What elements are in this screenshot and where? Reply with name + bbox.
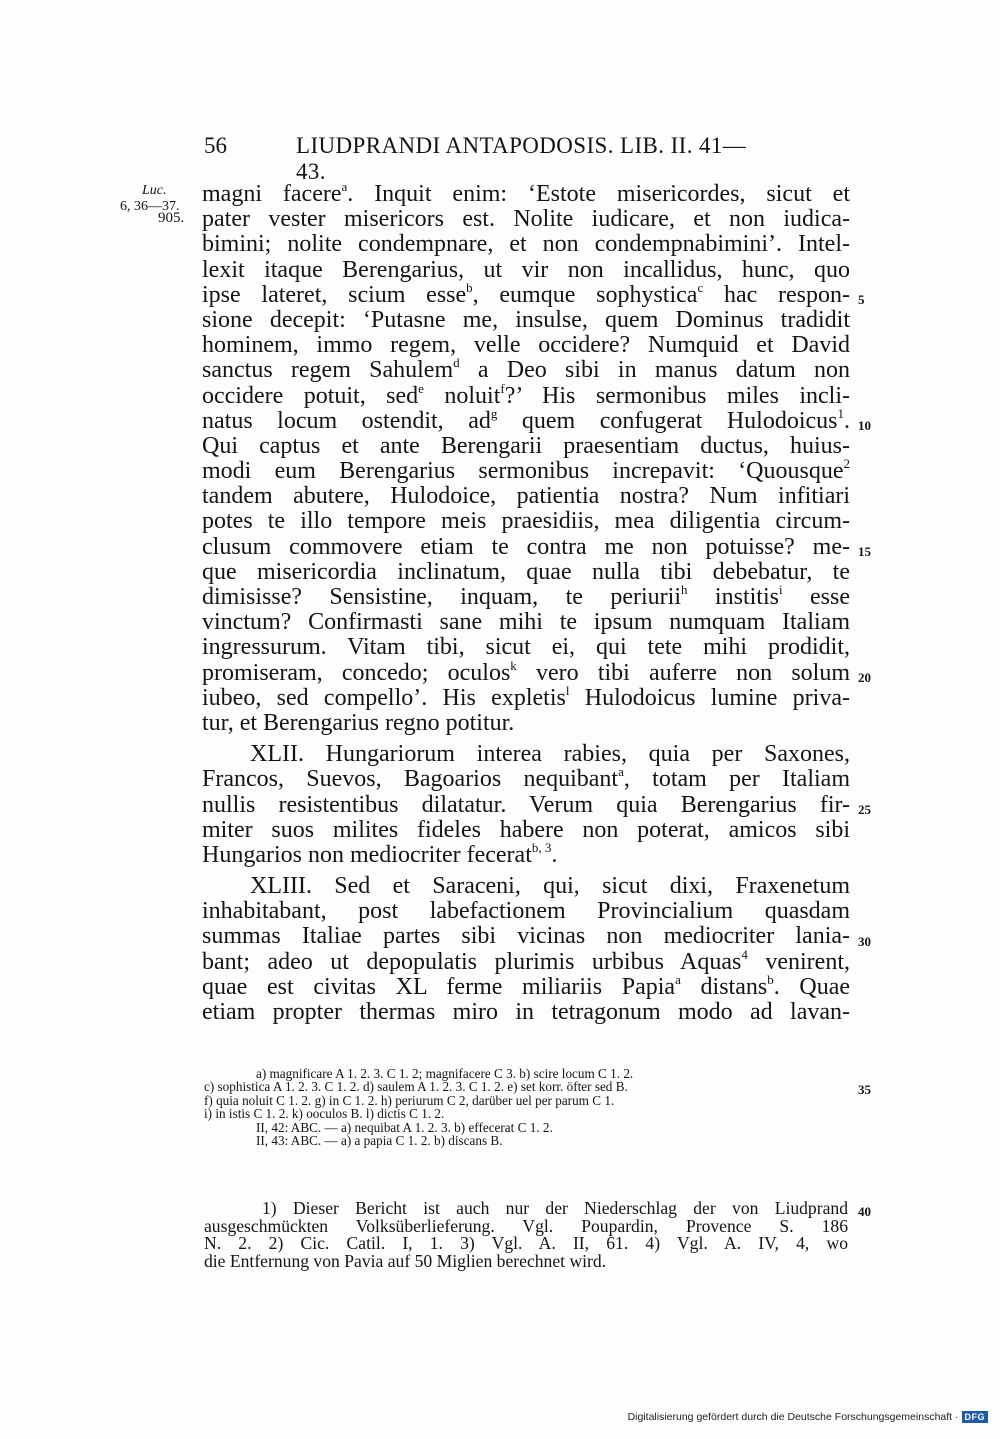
text-line: Francos, Suevos, Bagoarios nequibant$^a$, totam per Italiam: [202, 764, 850, 793]
text-line: ipse lateret, scium esse$^b$, eumque sophystica$^c$ hac respon-: [202, 279, 850, 308]
dfg-logo-icon: DFG: [962, 1411, 989, 1423]
main-text: [202, 179, 851, 1025]
text-line: etiam propter thermas miro in tetragonum modo ad lavan-: [202, 999, 850, 1025]
text-line: occidere potuit, sed$^e$ noluit$^f$?’ His sermonibus miles incli-: [202, 380, 851, 409]
line-number: 35: [858, 1082, 871, 1097]
footnote-line: ausgeschmückten Volksüberlieferung. Vgl. Poupardin, Provence S. 186: [204, 1215, 848, 1236]
text-line: sanctus regem Sahulem$^d$ a Deo sibi in manus datum non: [202, 355, 850, 384]
line-number: 5: [858, 292, 865, 307]
apparatus-line: II, 43: ABC. — a) a papia C 1. 2. b) discans B.: [256, 1133, 503, 1149]
text-line: modi eum Berengarius sermonibus increpavit: ‘Quousque$^2$: [202, 456, 850, 485]
text-line: Hungarios non mediocriter fecerat$^{b, 3}$.: [202, 839, 558, 868]
apparatus-line: c) sophistica A 1. 2. 3. C 1. 2. d) saulem A 1. 2. 3. C 1. 2. e) set korr. öfter sed B.: [204, 1079, 628, 1095]
line-number: 30: [858, 934, 871, 949]
apparatus-line: II, 42: ABC. — a) nequibat A 1. 2. 3. b) effecerat C 1. 2.: [256, 1119, 553, 1135]
page-number: 56: [204, 133, 227, 158]
dfg-notice-text: Digitalisierung gefördert durch die Deutsche Forschungsgemeinschaft ·: [627, 1411, 959, 1423]
line-number: 15: [858, 544, 871, 559]
footnote-line: 1) Dieser Bericht ist auch nur der Niederschlag der von Liudprand: [262, 1198, 848, 1218]
footnote-line: die Entfernung von Pavia auf 50 Miglien berechnet wird.: [204, 1250, 607, 1271]
running-title: LIUDPRANDI ANTAPODOSIS. LIB. II. 41—43.: [296, 133, 747, 184]
margin-bible-reference: Luc. 6, 36—37.: [120, 183, 180, 214]
text-line: promiseram, concedo; oculos$^k$ vero tibi auferre non solum: [202, 657, 850, 686]
text-line: magni facere$^a$. Inquit enim: ‘Estote misericordes, sicut et: [202, 179, 850, 207]
text-line: potes te illo tempore meis praesidiis, mea diligentia circum-: [202, 508, 850, 535]
section-xliii: [202, 874, 850, 1025]
text-line: XLII. Hungariorum interea rabies, quia per Saxones,: [250, 741, 850, 768]
apparatus-line: f) quia noluit C 1. 2. g) in C 1. 2. h) periurum C 2, darüber uel per parum C 1.: [204, 1092, 615, 1108]
line-number: 20: [858, 670, 871, 685]
text-line: Qui captus et ante Berengarii praesentiam ductus, huius-: [202, 432, 850, 459]
dfg-funding-notice: [628, 1411, 988, 1423]
text-line: inhabitabant, post labefactionem Provincialium quasdam: [202, 898, 850, 925]
text-line: miter suos milites fideles habere non poterat, amicos sibi: [202, 816, 850, 843]
text-line: pater vester misericors est. Nolite iudicare, et non iudica-: [202, 206, 850, 233]
text-line: quae est civitas XL ferme miliariis Papia$^a$ distans$^b$. Quae: [202, 971, 851, 1000]
text-line: dimisisse? Sensistine, inquam, te periurii$^h$ institis$^i$ esse: [202, 582, 850, 610]
section-xlii: [202, 742, 850, 868]
text-line: nullis resistentibus dilatatur. Verum quia Berengarius fir-: [202, 791, 850, 818]
text-line: lexit itaque Berengarius, ut vir non incallidus, hunc, quo: [202, 256, 850, 283]
apparatus-line: a) magnificare A 1. 2. 3. C 1. 2; magnifacere C 3. b) scire locum C 1. 2.: [256, 1066, 634, 1081]
text-line: sione decepit: ‘Putasne me, insulse, quem Dominus tradidit: [202, 306, 850, 333]
text-line: tur, et Berengarius regno potitur.: [202, 709, 515, 736]
footnotes: [204, 1200, 848, 1270]
text-line: iubeo, sed compello’. His expletis$^l$ Hulodoicus lumine priva-: [202, 682, 850, 711]
text-line: clusum commovere etiam te contra me non potuisse? me-: [202, 533, 850, 560]
line-number: 40: [858, 1204, 871, 1219]
margin-year: 905.: [158, 210, 185, 226]
text-line: XLIII. Sed et Saraceni, qui, sicut dixi, Fraxenetum: [250, 873, 850, 900]
text-line: hominem, immo regem, velle occidere? Numquid et David: [202, 332, 850, 359]
apparatus-line: i) in istis C 1. 2. k) ooculos B. l) dictis C 1. 2.: [204, 1106, 445, 1122]
text-line: vinctum? Confirmasti sane mihi te ipsum numquam Italiam: [202, 609, 850, 636]
text-line: bant; adeo ut depopulatis plurimis urbibus Aquas$^4$ venirent,: [202, 946, 850, 975]
footnote-line: N. 2. 2) Cic. Catil. I, 1. 3) Vgl. A. II, 61. 4) Vgl. A. IV, 4, wo: [204, 1233, 848, 1254]
text-line: que misericordia inclinatum, quae nulla tibi debebatur, te: [202, 558, 850, 585]
text-line: ingressurum. Vitam tibi, sicut ei, qui tete mihi prodidit,: [202, 634, 850, 661]
line-number: 10: [858, 418, 871, 433]
text-line: bimini; nolite condempnare, et non condempnabimini’. Intel-: [202, 231, 850, 258]
text-line: tandem abutere, Hulodoice, patientia nostra? Num infitiari: [202, 483, 850, 510]
text-line: summas Italiae partes sibi vicinas non mediocriter lania-: [202, 923, 850, 950]
critical-apparatus: [204, 1067, 848, 1147]
line-number: 25: [858, 802, 871, 817]
text-line: natus locum ostendit, $ad^g$ quem confugerat Hulodoicus$^1$.: [202, 405, 851, 434]
